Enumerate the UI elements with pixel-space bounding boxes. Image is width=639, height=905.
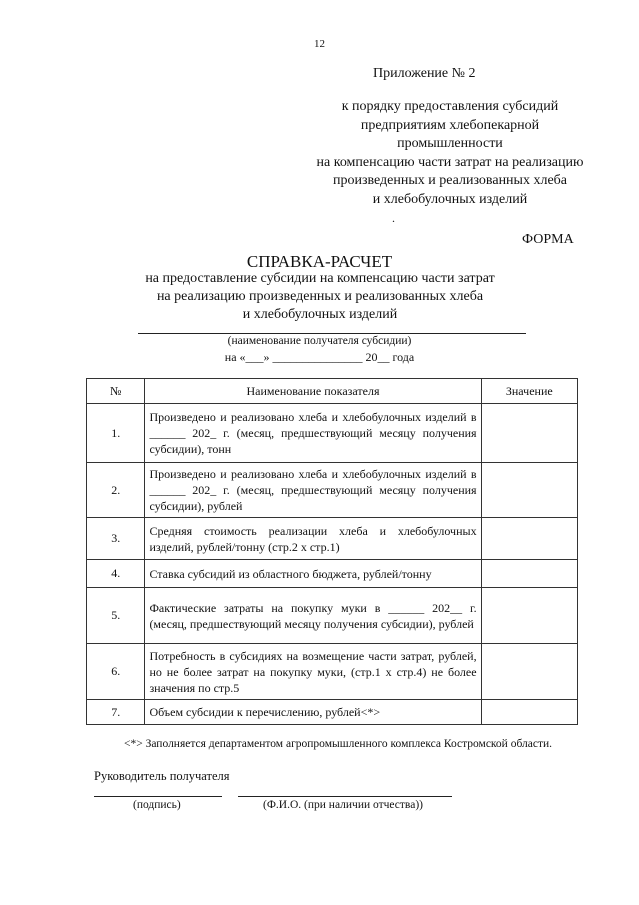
signature-line	[94, 796, 222, 797]
row-name: Произведено и реализовано хлеба и хлебобулочных изделий в ______ 202_ г. (месяц, предшествующий месяцу получения субсидии), рублей	[145, 463, 481, 518]
row-name: Фактические затраты на покупку муки в ______ 202__ г. (месяц, предшествующий месяцу получения субсидии), рублей	[145, 588, 481, 644]
row-name: Произведено и реализовано хлеба и хлебобулочных изделий в ______ 202_ г. (месяц, предшествующий месяцу получения субсидии), тонн	[145, 404, 481, 463]
row-value[interactable]	[481, 560, 577, 588]
table-row	[87, 560, 578, 588]
head-label: Руководитель получателя	[94, 769, 230, 783]
appendix-line: и хлебобулочных изделий	[372, 191, 528, 207]
row-num: 5.	[87, 588, 145, 644]
table-row	[87, 588, 578, 644]
row-name: Потребность в субсидиях на возмещение части затрат, рублей, но не более затрат на покупку муки, (стр.1 х стр.4) не более значения по стр.5	[145, 644, 481, 700]
page-number: 12	[314, 38, 325, 50]
document-subtitle	[100, 270, 540, 324]
row-value[interactable]	[481, 463, 577, 518]
row-num: 6.	[87, 644, 145, 700]
appendix-line: предприятиям хлебопекарной	[360, 117, 540, 133]
table-header-row	[87, 379, 578, 404]
row-num: 2.	[87, 463, 145, 518]
form-label: ФОРМА	[522, 232, 574, 247]
table-row	[87, 518, 578, 560]
appendix-line: к порядку предоставления субсидий	[341, 99, 559, 114]
subtitle-line: на предоставление субсидии на компенсацию части затрат	[145, 271, 495, 286]
appendix-title: Приложение № 2	[373, 66, 476, 81]
signature-caption: (подпись)	[133, 799, 181, 811]
recipient-name-line	[138, 333, 526, 334]
appendix-reference	[260, 98, 639, 209]
table-row	[87, 463, 578, 518]
appendix-line: на компенсацию части затрат на реализацию	[316, 154, 584, 170]
table-row	[87, 644, 578, 700]
fio-line	[238, 796, 452, 797]
header-name: Наименование показателя	[145, 379, 481, 404]
table-row	[87, 404, 578, 463]
row-value[interactable]	[481, 700, 577, 725]
row-num: 3.	[87, 518, 145, 560]
row-value[interactable]	[481, 644, 577, 700]
row-value[interactable]	[481, 404, 577, 463]
appendix-line: промышленности	[397, 136, 503, 151]
stray-dot: .	[392, 211, 395, 225]
header-num: №	[87, 379, 145, 404]
fio-caption: (Ф.И.О. (при наличии отчества))	[263, 799, 423, 811]
date-line: на «___» _______________ 20__ года	[224, 350, 415, 364]
row-value[interactable]	[481, 518, 577, 560]
row-value[interactable]	[481, 588, 577, 644]
subtitle-line: и хлебобулочных изделий	[242, 307, 398, 322]
row-name: Объем субсидии к перечислению, рублей<*>	[145, 700, 481, 725]
subtitle-line: на реализацию произведенных и реализованных хлеба	[156, 289, 484, 304]
row-name: Средняя стоимость реализации хлеба и хлебобулочных изделий, рублей/тонну (стр.2 х стр.1)	[145, 518, 481, 560]
row-num: 7.	[87, 700, 145, 725]
row-num: 1.	[87, 404, 145, 463]
calculation-table	[86, 378, 578, 725]
row-num: 4.	[87, 560, 145, 588]
recipient-name-label: (наименование получателя субсидии)	[227, 335, 412, 347]
table-row	[87, 700, 578, 725]
document-title: СПРАВКА-РАСЧЕТ	[246, 252, 393, 271]
appendix-line: произведенных и реализованных хлеба	[332, 173, 567, 188]
footnote: <*> Заполняется департаментом агропромышленного комплекса Костромской области.	[124, 738, 553, 750]
row-name: Ставка субсидий из областного бюджета, рублей/тонну	[145, 560, 481, 588]
header-value: Значение	[481, 379, 577, 404]
